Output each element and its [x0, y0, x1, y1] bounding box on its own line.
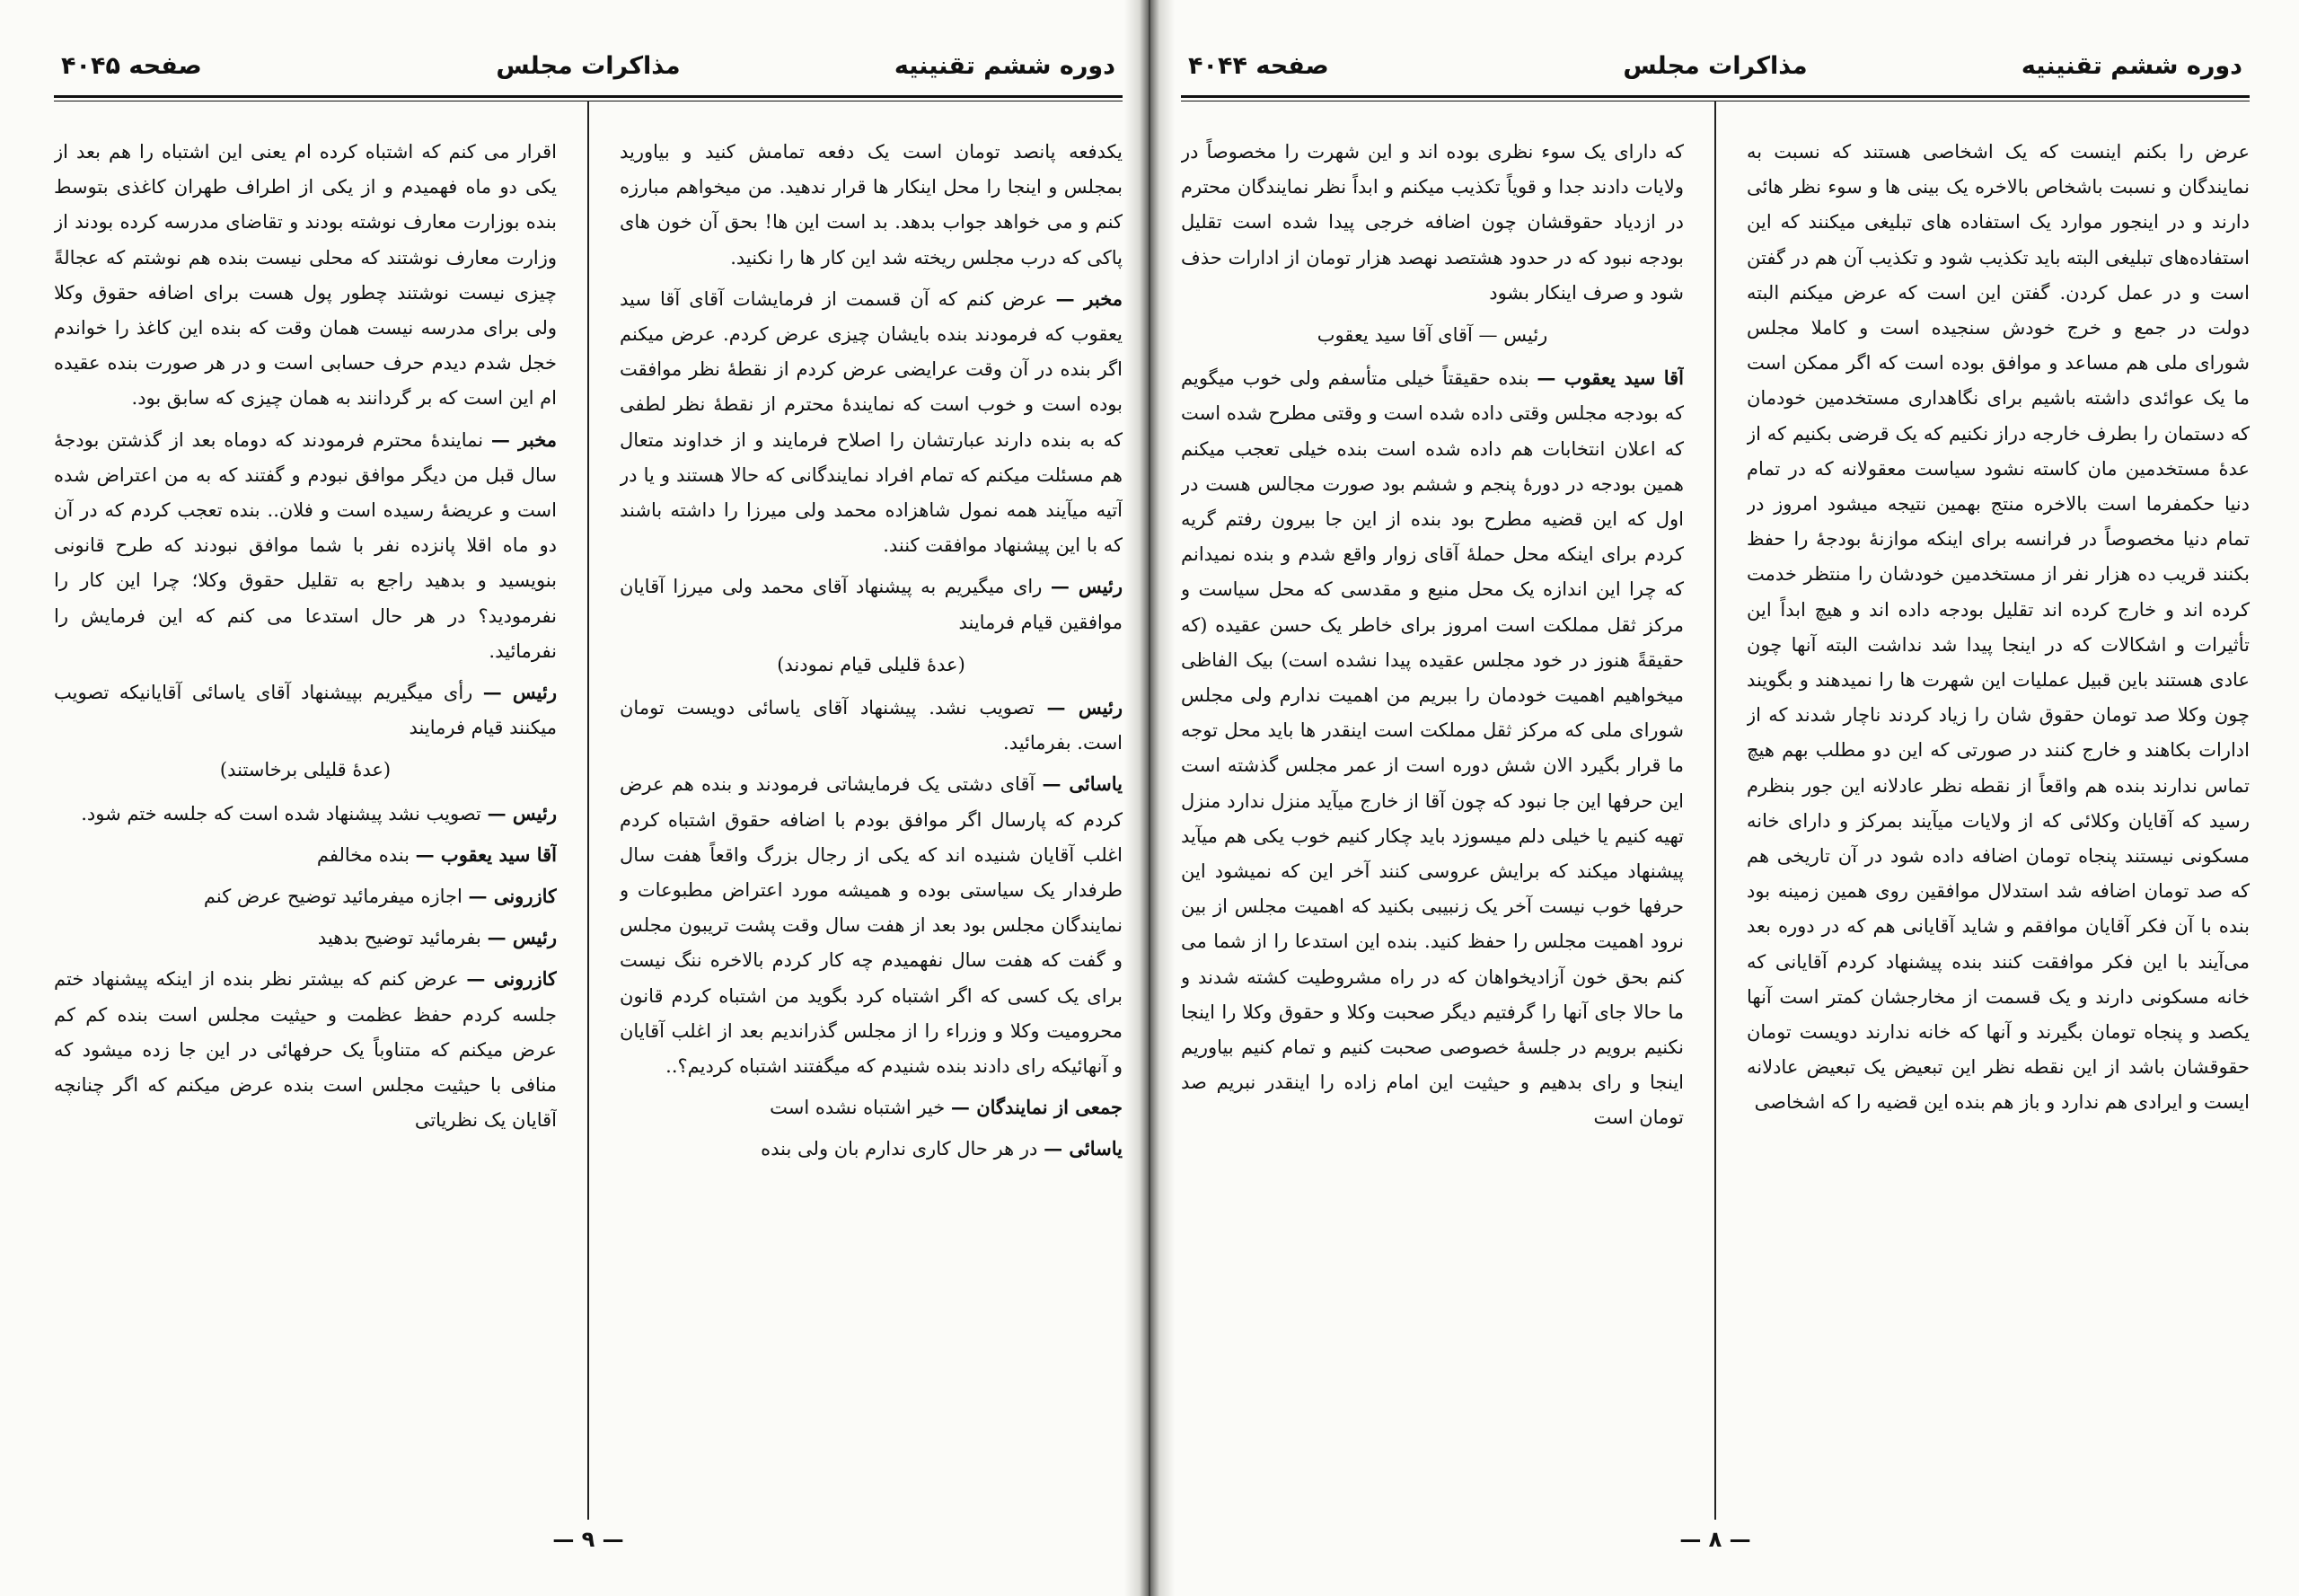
paragraph-text: رای میگیریم به پیشنهاد آقای محمد ولی میرزا آقایان موافقین قیام فرمایند — [620, 576, 1123, 633]
column-left — [54, 135, 557, 1509]
paragraph-text: رئیس — آقای آقا سید یعقوب — [1317, 324, 1548, 347]
journal-title: مذاکرات مجلس — [496, 52, 681, 80]
session-label: دوره ششم تقنینیه — [2021, 52, 2242, 80]
paragraph-text: عرض کنم که آن قسمت از فرمایشات آقای آقا سید یعقوب که فرمودند بنده بایشان چیزی عرض کردم. عرض میکنم اگر بنده در آن وقت عرایضی عرض کردم از نقطهٔ نظر موافقت بوده است و خوب است که نمایندهٔ محترم از نقطهٔ نظر لطفی که به بنده دارند عبارتشان را اصلاح فرمایند و از خداوند متعال هم مسئلت میکنم که تمام افراد نمایندگانی که حالا هستند و یا در آتیه میآیند همه نمول شاهزاده محمد ولی میرزا را داشته باشند که با این پیشنهاد موافقت کنند. — [620, 287, 1123, 557]
speaker-name: رئیس — — [487, 801, 557, 824]
paragraph — [54, 675, 557, 745]
paragraph-text: آقای دشتی یک فرمایشاتی فرمودند و بنده هم عرض کردم که پارسال اگر موافق بودم با اضافه حقوق اشتباه کردم اغلب آقایان شنیده اند که یکی از رجال بزرگ واقعاً هفت سال طرفدار یک سیاستی بوده و همیشه مورد اعتراض مطبوعات و نمایندگان مجلس بود بعد از هفت سال وقت پشت تریبون مجلس و گفت که هفت سال نفهمیدم چه کار کردم بالاخره ننگ نیست برای یک کسی که اگر اشتباه کرد بگوید من اشتباه کردم قانون محرومیت وکلا و وزراء را از مجلس گذراندیم بعد از اغلب آقایان و آنهائیکه رای دادند بنده شنیدم که میگفتند اشتباه کردیم؟.. — [620, 773, 1123, 1078]
paragraph-text: عرض کنم که بیشتر نظر بنده از اینکه پیشنهاد ختم جلسه کردم حفظ عظمت و حیثیت مجلس است بنده کم کم عرض میکنم که متناوباً یک حرفهائی در این جا زده میشود که منافی با حیثیت مجلس است بنده عرض میکنم که اگر چنانچه آقایان یک نظریاتی — [54, 968, 557, 1132]
paragraph-text: که دارای یک سوء نظری بوده اند و این شهرت را مخصوصاً در ولایات دادند جدا و قویاً تکذیب میکنم و ابداً نظر نمایندگان محترم در ازدیاد حقوقشان چون اضافه خرجی پیدا شده است تقلیل بودجه نبود که در حدود هشتصد نهصد هزار تومان از ادارات حذف شود و صرف اینکار بشود — [1181, 141, 1684, 304]
page-number-label: صفحه ۴۰۴۴ — [1188, 52, 1329, 80]
paragraph — [620, 648, 1123, 683]
column-left — [1181, 135, 1684, 1509]
speaker-name: رئیس — — [1050, 575, 1123, 598]
paragraph — [1181, 318, 1684, 353]
book-gutter — [1124, 0, 1175, 1596]
paragraph-text: بنده حقیقتاً خیلی متأسفم ولی خوب میگویم که بودجه مجلس وقتی داده شده است و وقتی مطرح شده است که اعلان انتخابات هم داده شده است بنده خیلی تعجب میکنم همین بودجه در دورهٔ پنجم و ششم بود صورت مجالس هست در اول که این قضیه مطرح بود بنده از این جا بیرون رفتم گریه کردم برای اینکه محل حملهٔ آقای زوار واقع شدم و بنده نمیدانم که چرا این اندازه یک محل منیع و مقدسی که محل سیاست و مرکز ثقل مملکت است امروز برای خاطر یک حسن عقیده (که حقیقةً هنوز در خود مجلس عقیده پیدا نشده است) بیک الفاظی میخواهیم اهمیت خودمان را ببریم من اهمیت ندارم ولی مجلس شورای ملی که مرکز ثقل مملکت است اینقدر ها باید محل توجه ما قرار بگیرد الان شش دوره است از عمر مجلس گذشته است این حرفها این جا نبود که چون آقا از خارج میآید منزل ندارد منزل تهیه کنیم یا خیلی دلم میسوزد باید چکار کنیم خوب یکی هم میآید پیشنهاد میکند که برایش عروسی کنند آخر این که نمیشود این حرفها خوب نیست آخر یک زنبیبی بکنید که اهمیت مجلس از بین نرود اهمیت مجلس را حفظ کنید. بنده این استدعا را از شما می کنم بحق خون آزادیخواهان که در راه مشروطیت کشته شدند و ما حالا جای آنها را گرفتیم دیگر صحبت وکلا و حقوق وکلا را اینجا نکنیم برویم در جلسهٔ خصوصی صحبت کنیم و تمام کنیم بیاوریم اینجا و رای بدهیم و حیثیت این امام زاده را اینقدر نبریم صد تومان است — [1181, 367, 1684, 1129]
paragraph — [54, 753, 557, 788]
speaker-name: یاسائی — — [1044, 1137, 1123, 1160]
speaker-name: رئیس — — [482, 681, 557, 704]
paragraph — [1747, 135, 2250, 1121]
paragraph-text: اجازه میفرمائید توضیح عرض کنم — [203, 886, 469, 908]
paragraph — [620, 569, 1123, 639]
speaker-name: آقا سید یعقوب — — [415, 842, 557, 866]
paragraph-text: (عدهٔ قلیلی قیام نمودند) — [777, 653, 965, 675]
speaker-name: رئیس — — [1046, 696, 1123, 719]
paragraph — [54, 422, 557, 669]
paragraph-text: بفرمائید توضیح بدهید — [317, 927, 488, 949]
paragraph — [620, 766, 1123, 1084]
paragraph-text: خیر اشتباه نشده است — [770, 1097, 951, 1119]
column-divider — [1714, 101, 1716, 1520]
paragraph — [54, 837, 557, 873]
page-footer-number: — ۸ — — [1679, 1527, 1751, 1552]
column-right — [1747, 135, 2250, 1509]
paragraph-text: عرض را بکنم اینست که یک اشخاصی هستند که نسبت به نمایندگان و نسبت باشخاص بالاخره یک بینی ها و سوء نظر هائی دارند و در اینجور موارد یک استفاده های تبلیغی میکنند که این استفاده‌های تبلیغی البته باید تکذیب شود و تکذیب آن هم در گفتن است و در عمل کردن. گفتن این است که عرض میکنم البته دولت در جمع و خرج خودش سنجیده است و کاملا مجلس شورای ملی هم مساعد و موافق بوده است که اگر ممکن است ما یک عوائدی داشته باشیم برای نگاهداری مستخدمین خودمان که دستمان را بطرف خارجه دراز نکنیم که یک قرضی بکنیم که از عدهٔ مستخدمین مان کاسته نشود سیاست معقولانه که در تمام دنیا حکمفرما است بالاخره منتج بهمین نتیجه میشود امروز در تمام دنیا مخصوصاً در فرانسه برای اینکه موازنهٔ بودجهٔ را حفظ بکنند قریب ده هزار نفر از مستخدمین خودشان را منتظر خدمت کرده اند و خارج کرده اند تقلیل بودجه داده اند و هیچ ابداً این تأثیرات و اشکالات که در اینجا پیدا شد نداشت البته آنها چون عادی هستند باین قبیل عملیات این شهرت ها را نمیدهند و بگویند چون وکلا صد تومان حقوق شان را زیاد کردند ناچار شدند که از ادارات بکاهند و خارج کنند در صورتی که این دو مطلب بهم هیچ تماس ندارند بنده هم واقعاً از نقطه نظر عادلانه این جور بنظرم رسید که آقایان وکلائی که از ولایات میآیند بمرکز و دارای خانه مسکونی نیستند پنجاه تومان اضافه داده شود در آن تاریخی هم که صد تومان اضافه شد استدلال موافقین روی همین زمینه بود بنده با آن فکر آقایان موافقم و شاید آقایانی هم که در دوره بعد می‌آیند با این فکر موافقت کنند بنده پیشنهاد کردم آقایانی که خانه مسکونی دارند و یک قسمت از مخارجشان کمتر است آنها یکصد و پنجاه تومان بگیرند و آنها که خانه ندارند دویست تومان حقوقشان باشد از این نقطه نظر این تبعیض یک تبعیض عادلانه ایست و ایرادی هم ندارد و باز هم بنده این قضیه را که اشخاصی — [1747, 141, 2250, 1114]
paragraph — [1181, 135, 1684, 311]
speaker-name: جمعی از نمایندگان — — [950, 1096, 1123, 1119]
paragraph — [54, 135, 557, 417]
column-right — [620, 135, 1123, 1509]
paragraph — [620, 1089, 1123, 1125]
speaker-name: یاسائی — — [1042, 772, 1123, 796]
page-footer-number: — ۹ — — [552, 1527, 624, 1552]
session-label: دوره ششم تقنینیه — [894, 52, 1115, 80]
paragraph — [620, 135, 1123, 276]
speaker-name: آقا سید یعقوب — — [1537, 366, 1684, 390]
page-header — [1181, 47, 2250, 101]
speaker-name: رئیس — — [487, 926, 557, 949]
paragraph-text: بنده مخالفم — [316, 843, 416, 866]
paragraph-text: اقرار می کنم که اشتباه کرده ام یعنی این اشتباه را هم بعد از یکی دو ماه فهمیدم و از یکی از اطراف طهران کاغذی بتوسط بنده بوزارت معارف نوشته بودند و تقاضای مدرسه کرده بودند از وزارت معارف نوشتند که محلی نیست بنده هم نوشتم که عجالةً چیزی نیست نوشتند چطور پول هست برای اضافه حقوق وکلا ولی برای مدرسه نیست همان وقت که بنده این کاغذ را خواندم خجل شدم دیدم حرف حسابی است و در هر صورت بنده عقیده ام این است که بر گردانند به همان چیزی که سابق بود. — [54, 141, 557, 410]
paragraph — [620, 690, 1123, 761]
paragraph — [620, 281, 1123, 564]
header-rule — [54, 95, 1123, 98]
paragraph — [54, 961, 557, 1138]
paragraph — [620, 1131, 1123, 1167]
paragraph-text: در هر حال کاری ندارم بان ولی بنده — [761, 1138, 1044, 1160]
paragraph — [1181, 360, 1684, 1135]
page-header — [54, 47, 1123, 101]
paragraph-text: تصویب نشد پیشنهاد شده است که جلسه ختم شود. — [81, 802, 488, 824]
speaker-name: مخبر — — [1055, 287, 1123, 310]
paragraph-text: (عدهٔ قلیلی برخاستند) — [219, 759, 392, 781]
header-rule — [1181, 95, 2250, 98]
speaker-name: مخبر — — [490, 428, 557, 451]
speaker-name: کازرونی — — [468, 885, 557, 908]
paragraph-text: تصویب نشد. پیشنهاد آقای یاسائی دویست تومان است. بفرمائید. — [620, 697, 1123, 754]
page-number-label: صفحه ۴۰۴۵ — [61, 52, 202, 80]
paragraph — [54, 796, 557, 832]
paragraph-text: نمایندهٔ محترم فرمودند که دوماه بعد از گذشتن بودجهٔ سال قبل من دیگر موافق نبودم و گفتند که به من اعتراض شده است و عریضهٔ رسیده است و فلان.. بنده تعجب کردم که در آن دو ماه اقلا پانزده نفر با شما موافق نبودند که طرح قانونی بنویسید و بدهید راجع به تقلیل حقوق وکلا؛ چرا این کار را نفرمودید؟ در هر حال استدعا می کنم که این فرمایش را نفرمائید. — [54, 428, 557, 662]
column-divider — [587, 101, 589, 1520]
page-4045 — [54, 0, 1123, 1596]
speaker-name: کازرونی — — [466, 967, 557, 991]
paragraph-text: یکدفعه پانصد تومان است یک دفعه تمامش کنید و بیاورید بمجلس و اینجا را محل اینکار ها قرار ندهید. من میخواهم مبارزه کنم و می خواهد جواب بدهد. بد است این ها! بحق آن خون های پاکی که درب مجلس ریخته شد این کار ها را نکنید. — [620, 141, 1123, 269]
page-4044 — [1181, 0, 2250, 1596]
paragraph-text: رأی میگیریم بپیشنهاد آقای یاسائی آقایانیکه تصویب میکنند قیام فرمایند — [54, 682, 557, 739]
paragraph — [54, 920, 557, 956]
journal-title: مذاکرات مجلس — [1623, 52, 1808, 80]
paragraph — [54, 878, 557, 914]
